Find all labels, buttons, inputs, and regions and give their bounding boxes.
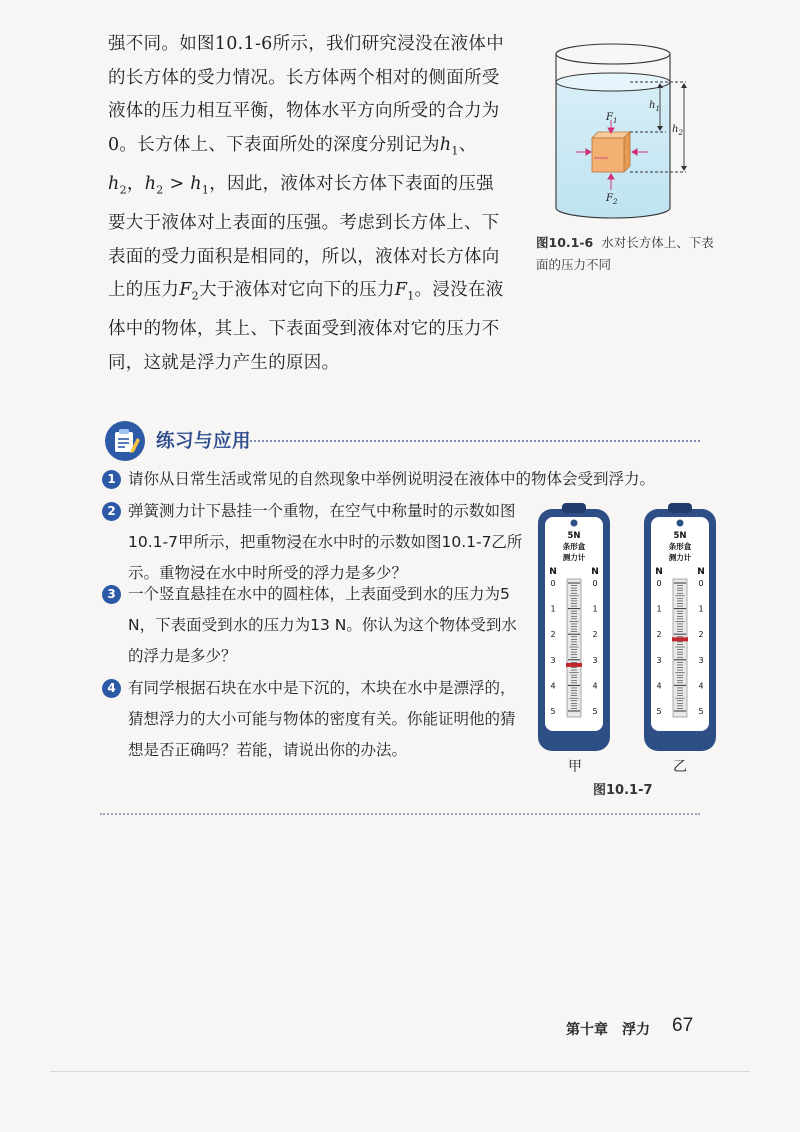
exercise-4-number: 4 [102,679,121,698]
scale-tick-label-left: 0 [656,579,662,588]
scale-unit-left: N [655,567,663,577]
page-bottom-line [50,1071,750,1072]
container-rim [556,44,670,64]
scale-tick-label-right: 1 [592,604,598,614]
cuboid [592,132,630,172]
spring-scale-jia [536,503,612,753]
exercise-3: 3 一个竖直悬挂在水中的圆柱体，上表面受到水的压力为5 N，下表面受到水的压力为13 N。你认为这个物体受到水的浮力是多少？ [128,579,526,672]
label-h1: $h_1$ [649,100,660,113]
label-f2: $F_2$ [606,193,618,206]
scale-line-1: 条形盒 [562,542,586,551]
scale-tick-label-right: 5 [698,707,704,716]
scale-tick-label-left: 1 [550,604,556,614]
body-paragraph: 强不同。如图10.1-6所示，我们研究浸没在液体中的长方体的受力情况。长方体两个相对的侧面所受液体的压力相互平衡，物体水平方向所受的合力为0。长方体上、下表面所处的深度分别记为$h_1$、$h_2$，$h_2 > h_1$，因此，液体对长方体下表面的压强要大于液体对上表面的压强。考虑到长方体上、下表面的受力面积是相同的，所以，液体对长方体向上的压力$F_2$大于液体对它向下的压力$F_1$。浸没在液体中的物体，其上、下表面受到液体对它的压力不同，这就是浮力产生的原因。 [108,34,505,373]
scale-slot [673,579,687,717]
scale-screw [677,520,684,527]
scale-tick-label-left: 2 [656,630,662,640]
scale-tick-label-left: 3 [550,655,556,665]
scale-tick-label-right: 0 [698,579,704,588]
scale-hook-ring [562,503,586,513]
scale-tick-label-right: 3 [698,655,704,665]
scale-line-2: 测力计 [562,553,586,562]
scale-tick-label-left: 5 [656,707,662,716]
exercise-4: 4 有同学根据石块在水中是下沉的，木块在水中是漂浮的，猜想浮力的大小可能与物体的密度有关。你能证明他的猜想是否正确吗？若能，请说出你的办法。 [128,673,526,766]
scale-unit-right: N [591,567,599,577]
scale-label-yi: 乙 [673,759,687,775]
scale-tick-label-right: 1 [698,604,704,614]
scale-tick-label-right: 2 [698,630,704,640]
figure-10-1-6 [548,40,698,230]
scale-tick-label-right: 0 [592,579,598,588]
scale-screw [571,520,578,527]
scale-pointer-jia [566,663,582,667]
exercise-3-number: 3 [102,585,121,604]
exercise-1-number: 1 [102,470,121,489]
scale-tick-label-right: 4 [698,681,704,691]
label-h2: $h_2$ [672,124,683,137]
scale-tick-label-left: 0 [550,579,556,588]
chapter-footer: 第十章 浮力 [566,1022,650,1038]
scale-tick-label-right: 3 [592,655,598,665]
pencil-clipboard-icon [104,420,146,462]
scale-pointer-yi [672,637,688,641]
page-number: 67 [672,1015,694,1036]
scale-tick-label-left: 5 [550,707,556,716]
spring-scale-yi [642,503,718,753]
scale-tick-label-left: 2 [550,630,556,640]
scale-line-2: 测力计 [668,553,692,562]
scale-title: 5N [567,531,581,541]
scale-tick-label-left: 4 [550,681,556,691]
scale-slot [567,579,581,717]
figure-10-1-6-caption: 图10.1-6 水对长方体上、下表面的压力不同 [536,235,714,272]
section-divider [250,440,700,442]
scale-hook-ring [668,503,692,513]
exercise-2: 2 弹簧测力计下悬挂一个重物，在空气中称量时的示数如图10.1-7甲所示，把重物浸在水中时的示数如图10.1-7乙所示。重物浸在水中时所受的浮力是多少？ [128,496,526,589]
scale-tick-label-right: 4 [592,681,598,691]
scale-unit-right: N [697,567,705,577]
exercise-1: 1 请你从日常生活或常见的自然现象中举例说明浸在液体中的物体会受到浮力。 [128,464,688,495]
section-title: 练习与应用 [156,431,252,452]
scale-tick-label-left: 1 [656,604,662,614]
exercise-end-divider [100,813,700,815]
scale-line-1: 条形盒 [668,542,692,551]
scale-label-jia: 甲 [568,759,582,775]
scale-tick-label-left: 3 [656,655,662,665]
scale-title: 5N [673,531,687,541]
figure-10-1-7-caption: 图10.1-7 [593,783,653,798]
scale-tick-label-right: 5 [592,707,598,716]
label-f1: $F_1$ [606,112,618,125]
exercise-2-number: 2 [102,502,121,521]
scale-tick-label-left: 4 [656,681,662,691]
scale-unit-left: N [549,567,557,577]
scale-tick-label-right: 2 [592,630,598,640]
